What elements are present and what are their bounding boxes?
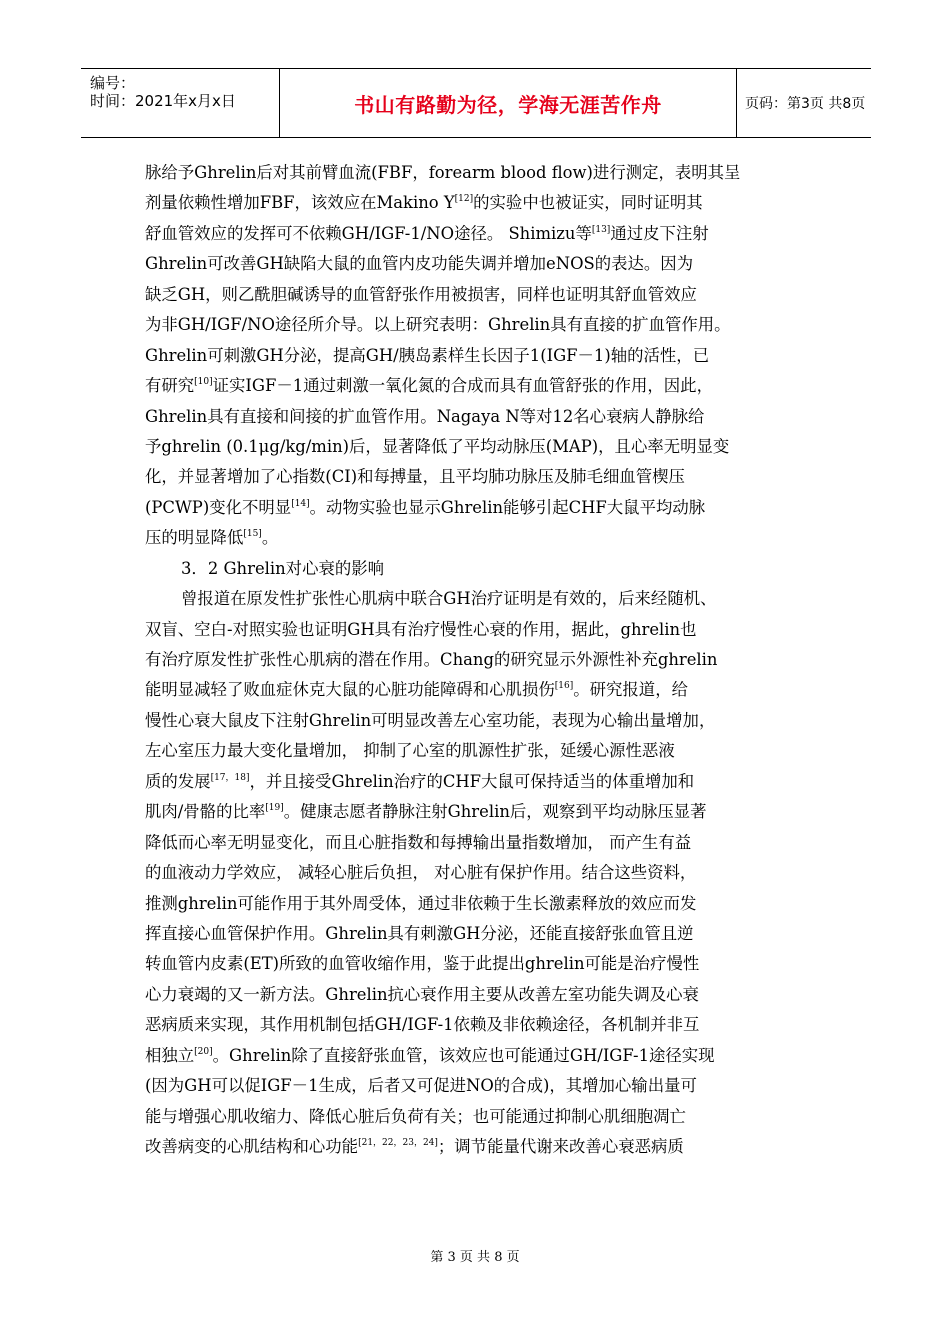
- header-page-code: 页码：第3页 共8页: [745, 96, 866, 112]
- header-motto: 书山有路勤为径，学海无涯苦作舟: [354, 92, 662, 117]
- text-line: 挥直接心血管保护作用。Ghrelin具有刺激GH分泌，还能直接舒张血管且逆: [145, 923, 694, 943]
- text-line: 有研究[10]证实IGF－1通过刺激一氧化氮的合成而具有血管舒张的作用，因此，: [145, 376, 713, 396]
- text-line: 能与增强心肌收缩力、降低心脏后负荷有关；也可能通过抑制心肌细胞凋亡: [145, 1106, 686, 1126]
- doc-number: 编号：: [90, 74, 136, 92]
- body-text: [145, 158, 817, 1162]
- text-line: 3．2 Ghrelin对心衰的影响: [181, 558, 385, 578]
- text-line: Ghrelin具有直接和间接的扩血管作用。Nagaya N等对12名心衰病人静脉给: [145, 406, 705, 426]
- text-line: Ghrelin可刺激GH分泌，提高GH/胰岛素样生长因子1(IGF－1)轴的活性，已: [145, 345, 710, 365]
- page-header: [81, 68, 871, 138]
- text-line: 肌肉/骨骼的比率[19]。健康志愿者静脉注射Ghrelin后，观察到平均动脉压显著: [145, 802, 707, 822]
- text-line: 心力衰竭的又一新方法。Ghrelin抗心衰作用主要从改善左室功能失调及心衰: [145, 984, 699, 1004]
- text-line: 转血管内皮素(ET)所致的血管收缩作用，鉴于此提出ghrelin可能是治疗慢性: [145, 954, 700, 974]
- text-line: 有治疗原发性扩张性心肌病的潜在作用。Chang的研究显示外源性补充ghrelin: [145, 650, 718, 669]
- text-line: 慢性心衰大鼠皮下注射Ghrelin可明显改善左心室功能，表现为心输出量增加，: [145, 710, 716, 730]
- header-meta-cell: [81, 69, 280, 137]
- header-page-cell: [737, 69, 871, 137]
- text-line: 推测ghrelin可能作用于其外周受体，通过非依赖于生长激素释放的效应而发: [145, 893, 697, 913]
- text-line: 能明显减轻了败血症休克大鼠的心脏功能障碍和心肌损伤[16]。研究报道，给: [145, 680, 688, 700]
- text-line: 质的发展[17，18]，并且接受Ghrelin治疗的CHF大鼠可保持适当的体重增加和: [145, 771, 695, 791]
- text-line: Ghrelin可改善GH缺陷大鼠的血管内皮功能失调并增加eNOS的表达。因为: [145, 254, 694, 274]
- page-footer: 第 3 页 共 8 页: [430, 1250, 520, 1265]
- text-line: 缺乏GH，则乙酰胆碱诱导的血管舒张作用被损害，同样也证明其舒血管效应: [145, 284, 697, 304]
- text-line: 压的明显降低[15]。: [145, 528, 279, 548]
- text-line: 予ghrelin (0.1μg/kg/min)后，显著降低了平均动脉压(MAP)，且心率无明显变: [145, 436, 730, 456]
- text-line: (因为GH可以促IGF－1生成，后者又可促进NO的合成)，其增加心输出量可: [145, 1076, 697, 1096]
- header-motto-cell: [280, 69, 737, 137]
- text-line: 曾报道在原发性扩张性心肌病中联合GH治疗证明是有效的，后来经随机、: [181, 589, 717, 609]
- text-line: 舒血管效应的发挥可不依赖GH/IGF-1/NO途径。 Shimizu等[13]通过皮下注射: [145, 223, 709, 243]
- text-line: 恶病质来实现，其作用机制包括GH/IGF-1依赖及非依赖途径，各机制并非互: [145, 1015, 700, 1035]
- text-line: 降低而心率无明显变化，而且心脏指数和每搏输出量指数增加， 而产生有益: [145, 832, 692, 852]
- text-line: 双盲、空白-对照实验也证明GH具有治疗慢性心衰的作用，据此，ghrelin也: [145, 619, 697, 639]
- text-line: 左心室压力最大变化量增加， 抑制了心室的肌源性扩张，延缓心源性恶液: [145, 741, 675, 761]
- text-line: 的血液动力学效应， 减轻心脏后负担， 对心脏有保护作用。结合这些资料，: [145, 863, 697, 883]
- doc-date: 时间：2021年x月x日: [90, 92, 236, 110]
- text-line: (PCWP)变化不明显[14]。动物实验也显示Ghrelin能够引起CHF大鼠平均动脉: [145, 497, 706, 517]
- text-line: 改善病变的心肌结构和心功能[21，22，23，24]；调节能量代谢来改善心衰恶病质: [145, 1137, 684, 1156]
- text-line: 剂量依赖性增加FBF，该效应在Makino Y[12]的实验中也被证实，同时证明其: [145, 193, 703, 213]
- text-line: 化，并显著增加了心指数(CI)和每搏量，且平均肺功脉压及肺毛细血管楔压: [145, 467, 685, 487]
- text-line: 为非GH/IGF/NO途径所介导。以上研究表明：Ghrelin具有直接的扩血管作用。: [145, 315, 731, 335]
- text-line: 脉给予Ghrelin后对其前臂血流(FBF，forearm blood flow)进行测定，表明其呈: [145, 163, 741, 182]
- text-line: 相独立[20]。Ghrelin除了直接舒张血管，该效应也可能通过GH/IGF-1途径实现: [145, 1045, 715, 1065]
